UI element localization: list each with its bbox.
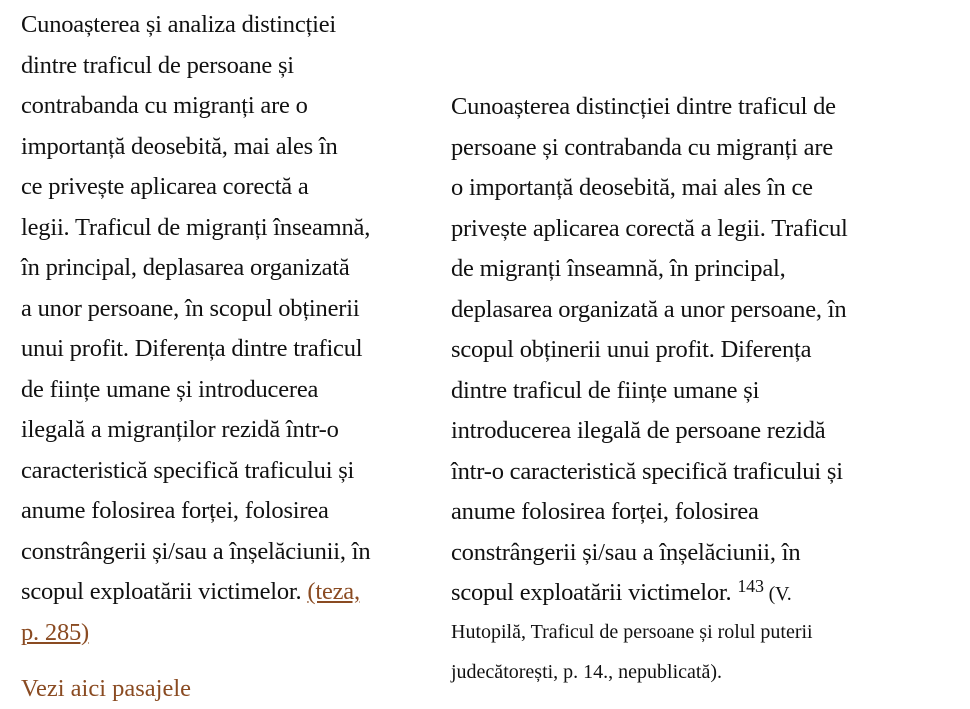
- footnote-line: judecătorești, p. 14., nepublicată).: [451, 661, 723, 683]
- left-line: ilegală a migranților rezidă într-o: [21, 416, 339, 443]
- left-line: contrabanda cu migranți are o: [21, 92, 308, 119]
- right-line-last: [451, 573, 961, 614]
- right-line: o importanță deosebită, mai ales în ce: [451, 174, 813, 201]
- left-line: ce privește aplicarea corectă a: [21, 173, 309, 200]
- right-line: deplasarea organizată a unor persoane, în: [451, 295, 847, 323]
- footnote-lead: (V.: [763, 583, 792, 605]
- right-line-text: scopul exploatării victimelor.: [451, 579, 738, 606]
- right-line: Cunoașterea distincției dintre traficul de: [451, 93, 836, 120]
- left-line-last: [21, 572, 445, 613]
- right-line: într-o caracteristică specifică traficului și: [451, 457, 843, 485]
- left-line: importanță deosebită, mai ales în: [21, 132, 338, 160]
- footnote-line: Hutopilă, Traficul de persoane și rolul puterii: [451, 621, 813, 643]
- right-line: de migranți înseamnă, în principal,: [451, 255, 786, 282]
- left-line: de ființe umane și introducerea: [21, 375, 319, 403]
- right-passage: [451, 87, 961, 614]
- right-line: scopul obținerii unui profit. Diferența: [451, 336, 812, 363]
- left-line: anume folosirea forței, folosirea: [21, 497, 329, 524]
- citation-link[interactable]: (teza,: [307, 578, 360, 605]
- left-line: constrângerii și/sau a înșelăciunii, în: [21, 537, 371, 565]
- left-line: Cunoașterea și analiza distincției: [21, 11, 336, 38]
- citation-link-continued[interactable]: p. 285): [21, 618, 90, 646]
- left-line: unui profit. Diferența dintre traficul: [21, 335, 363, 362]
- right-line: introducerea ilegală de persoane rezidă: [451, 417, 826, 444]
- left-line: legii. Traficul de migranți înseamnă,: [21, 213, 371, 241]
- right-line: persoane și contrabanda cu migranți are: [451, 133, 833, 161]
- left-line-text: scopul exploatării victimelor.: [21, 578, 308, 605]
- right-line: dintre traficul de ființe umane și: [451, 376, 760, 404]
- right-line: privește aplicarea corectă a legii. Traficul: [451, 214, 848, 242]
- left-line: în principal, deplasarea organizată: [21, 254, 350, 281]
- footnote-number: 143: [737, 576, 764, 596]
- see-passages-link[interactable]: Vezi aici pasajele: [21, 675, 192, 702]
- right-line: anume folosirea forței, folosirea: [451, 498, 759, 525]
- footnote: [451, 612, 961, 692]
- left-line: a unor persoane, în scopul obținerii: [21, 294, 360, 322]
- left-passage: [21, 5, 445, 653]
- left-line: dintre traficul de persoane și: [21, 51, 294, 79]
- right-line: constrângerii și/sau a înșelăciunii, în: [451, 538, 801, 566]
- citation-line: [21, 613, 445, 654]
- left-line: caracteristică specifică traficului și: [21, 456, 355, 484]
